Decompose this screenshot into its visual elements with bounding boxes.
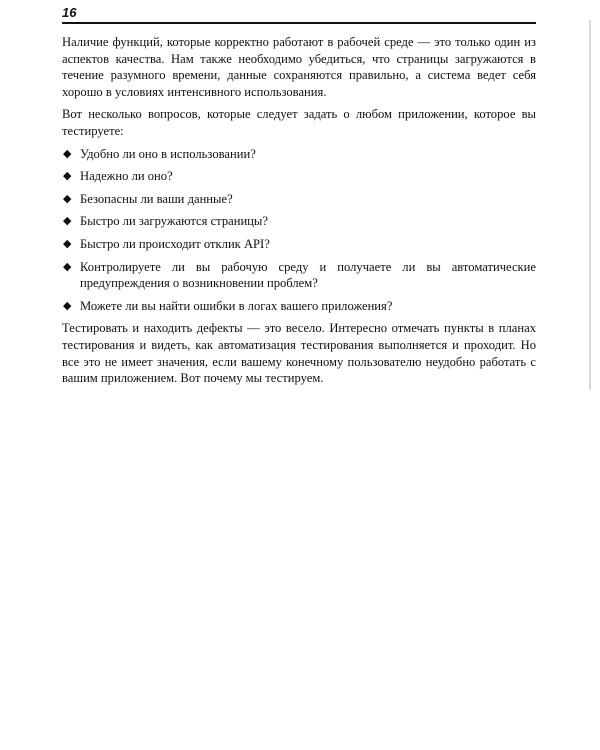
header-rule bbox=[62, 22, 536, 24]
black-diamond-icon: ◆ bbox=[63, 170, 72, 183]
black-diamond-icon: ◆ bbox=[63, 260, 72, 273]
list-item bbox=[62, 146, 536, 163]
paragraph-quality-aspects: Наличие функций, которые корректно работают в рабочей среде — это только один из аспектов качества. Нам также необходимо убедиться, что страницы загружаются в течение разумного времени, данные сохраняются правильно, а система ведет себя хорошо в условиях интенсивного использования. bbox=[62, 35, 536, 99]
list-item bbox=[62, 259, 536, 292]
paragraph-questions-intro: Вот несколько вопросов, которые следует задать о любом приложении, которое вы тестируете: bbox=[62, 107, 536, 138]
paragraph-why-we-test: Тестировать и находить дефекты — это весело. Интересно отмечать пункты в планах тестирования и видеть, как автоматизация тестирования выполняется и проходит. Но все это не имеет значения, если вашему конечному пользователю неудобно работать с вашим приложением. Вот почему мы тестируем. bbox=[62, 321, 536, 386]
list-item-text: Контролируете ли вы рабочую среду и получаете ли вы автоматические предупреждения о возникновении проблем? bbox=[80, 259, 536, 291]
list-item bbox=[62, 213, 536, 230]
page-edge-shadow bbox=[589, 20, 591, 390]
black-diamond-icon: ◆ bbox=[63, 237, 72, 250]
list-item-text: Надежно ли оно? bbox=[80, 169, 173, 184]
list-item bbox=[62, 298, 536, 315]
black-diamond-icon: ◆ bbox=[63, 215, 72, 228]
list-item-text: Можете ли вы найти ошибки в логах вашего приложения? bbox=[80, 298, 393, 313]
list-item bbox=[62, 236, 536, 253]
question-list bbox=[62, 146, 536, 315]
black-diamond-icon: ◆ bbox=[63, 147, 72, 160]
page-body bbox=[62, 34, 536, 393]
list-item bbox=[62, 191, 536, 208]
list-item-text: Быстро ли происходит отклик API? bbox=[80, 236, 270, 251]
list-item bbox=[62, 168, 536, 185]
black-diamond-icon: ◆ bbox=[63, 192, 72, 205]
page-number: 16 bbox=[62, 5, 77, 20]
black-diamond-icon: ◆ bbox=[63, 299, 72, 312]
list-item-text: Быстро ли загружаются страницы? bbox=[80, 214, 268, 229]
list-item-text: Удобно ли оно в использовании? bbox=[80, 146, 256, 161]
list-item-text: Безопасны ли ваши данные? bbox=[80, 191, 233, 206]
